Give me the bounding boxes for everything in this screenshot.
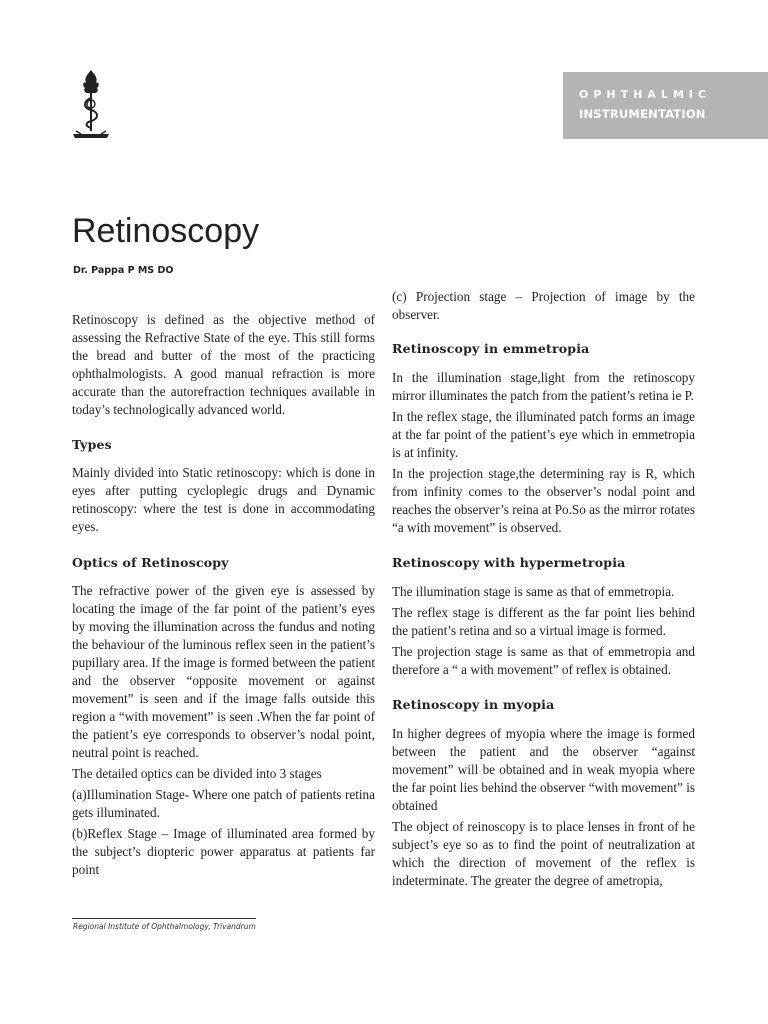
- hypermetropia-paragraph-1: The illumination stage is same as that of emmetropia.: [392, 584, 675, 599]
- hypermetropia-paragraph-3: The projection stage is same as that of emmetropia and therefore a “ a with movement” of reflex is obtained.: [392, 644, 695, 677]
- institute-emblem-icon: [70, 68, 112, 140]
- optics-paragraph-4: (b)Reflex Stage – Image of illuminated area formed by the subject’s diopteric power apparatus at patients far point: [72, 826, 375, 877]
- hypermetropia-paragraph-2: The reflex stage is different as the far point lies behind the patient’s retina and so a virtual image is formed.: [392, 605, 695, 638]
- banner-line2: INSTRUMENTATION: [579, 107, 706, 121]
- optics-paragraph-2: The detailed optics can be divided into 3 stages: [72, 766, 322, 781]
- types-heading: Types: [72, 437, 112, 452]
- optics-paragraph-1: The refractive power of the given eye is assessed by locating the image of the far point of the patient’s eyes by moving the illumination across the fundus and noting the behaviour of the luminous reflex seen in the patient’s pupillary area. If the image is formed between the patient and the observer “opposite movement or against movement” is seen and if the image falls outside this region a “with movement” is seen .When the far point of the patient’s eye corresponds to observer’s nodal point, neutral point is reached.: [72, 583, 375, 760]
- author-line: Dr. Pappa P MS DO: [73, 265, 174, 276]
- hypermetropia-heading: Retinoscopy with hypermetropia: [392, 555, 626, 570]
- right-column: [392, 288, 695, 893]
- myopia-paragraph-1: In higher degrees of myopia where the image is formed between the patient and the observer “against movement” will be obtained and in weak myopia where the far point lies behind the observer “with movement” is obtained: [392, 726, 695, 813]
- optics-heading: Optics of Retinoscopy: [72, 555, 229, 570]
- emmetropia-paragraph-1: In the illumination stage,light from the retinoscopy mirror illuminates the patch from the patient’s retina ie P.: [392, 370, 695, 403]
- footer-divider: [72, 918, 256, 919]
- emmetropia-heading: Retinoscopy in emmetropia: [392, 341, 590, 356]
- footer-text: Regional Institute of Ophthalmology, Trivandrum: [73, 922, 256, 931]
- projection-paragraph: (c) Projection stage – Projection of image by the observer.: [392, 289, 695, 322]
- myopia-paragraph-2: The object of reinoscopy is to place lenses in front of he subject’s eye so as to find the point of neutralization at which the direction of movement of the reflex is indeterminate. The greater the degree of ametropia,: [392, 819, 695, 888]
- intro-paragraph: Retinoscopy is defined as the objective method of assessing the Refractive State of the eye. This still forms the bread and butter of the most of the practicing ophthalmologists. A good manual refraction is more accurate than the autorefraction techniques available in today’s technologically advanced world.: [72, 312, 375, 417]
- page-title: Retinoscopy: [72, 212, 260, 250]
- emmetropia-paragraph-2: In the reflex stage, the illuminated patch forms an image at the far point of the patient’s eye which in emmetropia is at infinity.: [392, 409, 695, 460]
- banner-line1: OPHTHALMIC: [579, 88, 711, 101]
- emmetropia-paragraph-3: In the projection stage,the determining ray is R, which from infinity comes to the observer’s nodal point and reaches the observer’s reina at Po.So as the mirror rotates “a with movement” is observed.: [392, 466, 695, 535]
- optics-paragraph-3: (a)Illumination Stage- Where one patch of patients retina gets illuminated.: [72, 787, 375, 820]
- types-paragraph: Mainly divided into Static retinoscopy: which is done in eyes after putting cycloplegic drugs and Dynamic retinoscopy: where the test is done in accommodating eyes.: [72, 465, 375, 534]
- section-banner: [563, 72, 768, 139]
- myopia-heading: Retinoscopy in myopia: [392, 697, 555, 712]
- left-column: [72, 311, 375, 882]
